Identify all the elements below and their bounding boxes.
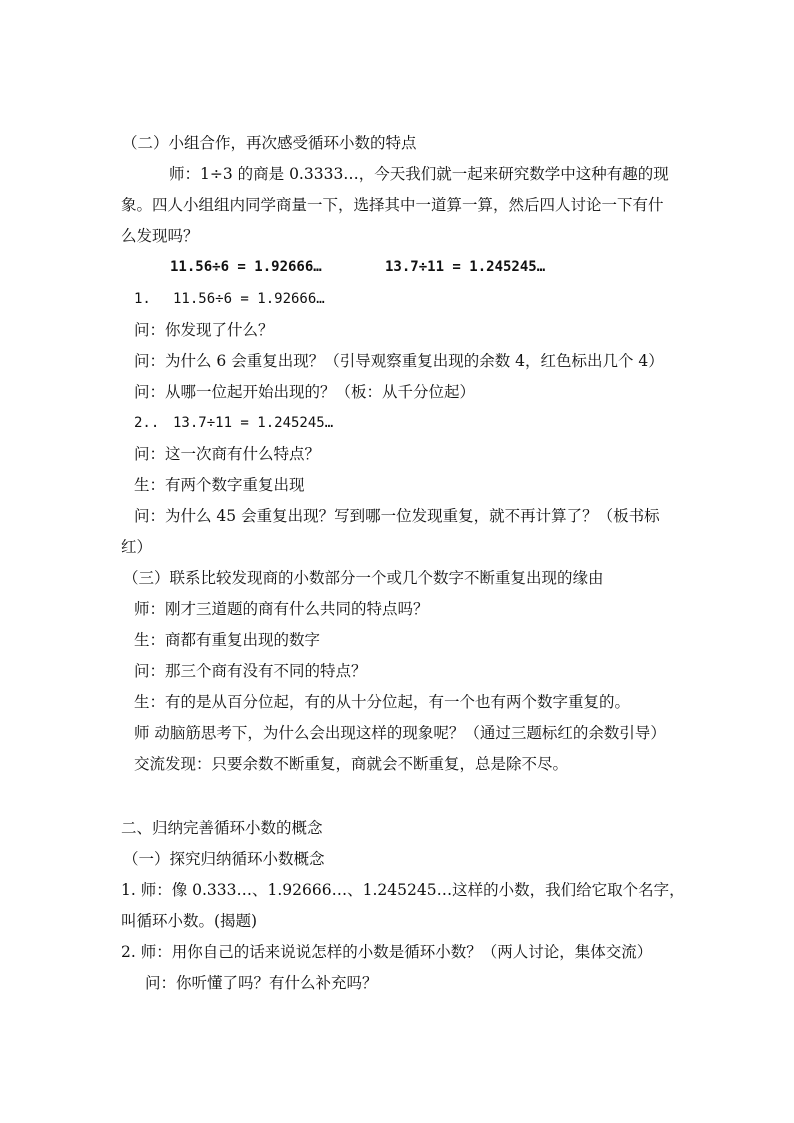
conclusion-line: 交流发现：只要余数不断重复，商就会不断重复，总是除不尽。	[134, 755, 569, 773]
paragraph-line: 么发现吗？	[121, 227, 199, 245]
list-item-formula: 11.56÷6 = 1.92666…	[173, 291, 325, 307]
question-line: 问：从哪一位起开始出现的？（板：从千分位起）	[134, 383, 476, 401]
question-line: 问：你发现了什么？	[134, 321, 274, 339]
list-item-line: 叫循环小数。(揭题)	[121, 912, 258, 930]
question-line: 红）	[121, 538, 153, 556]
question-line: 问：为什么 6 会重复出现？（引导观察重复出现的余数 4，红色标出几个 4）	[134, 352, 664, 370]
list-item-line: 2. 师：用你自己的话来说说怎样的小数是循环小数？（两人讨论，集体交流）	[121, 943, 653, 961]
paragraph-line: 象。四人小组组内同学商量一下，选择其中一道算一算，然后四人讨论一下有什	[121, 196, 664, 214]
question-line: 问：那三个商有没有不同的特点？	[134, 662, 367, 680]
question-line: 问：你听懂了吗？有什么补充吗？	[145, 974, 378, 992]
list-item-number: 2..	[134, 415, 160, 431]
formula-a: 11.56÷6 = 1.92666…	[170, 259, 322, 275]
question-line: 问：为什么 45 会重复出现？写到哪一位发现重复，就不再计算了？（板书标	[134, 507, 660, 525]
part-heading-concept: 二、归纳完善循环小数的概念	[121, 819, 323, 837]
list-item-number: 1.	[134, 291, 151, 307]
section-heading-group-work: （二）小组合作，再次感受循环小数的特点	[122, 134, 417, 152]
answer-line: 生：有两个数字重复出现	[134, 476, 305, 494]
question-line: 问：这一次商有什么特点？	[134, 445, 321, 463]
teacher-line: 师 动脑筋思考下，为什么会出现这样的现象呢？（通过三题标红的余数引导）	[134, 724, 666, 742]
list-item-formula: 13.7÷11 = 1.245245…	[173, 415, 334, 431]
paragraph-line: 师：1÷3 的商是 0.3333…，今天我们就一起来研究数学中这种有趣的现	[169, 165, 669, 183]
formula-b: 13.7÷11 = 1.245245…	[385, 259, 546, 275]
student-line: 生：有的是从百分位起，有的从十分位起，有一个也有两个数字重复的。	[134, 693, 631, 711]
list-item-line: 1. 师：像 0.333…、1.92666…、1.245245…这样的小数，我们给它取个名字，	[121, 881, 685, 899]
student-line: 生：商都有重复出现的数字	[134, 631, 321, 649]
section-heading-compare: （三）联系比较发现商的小数部分一个或几个数字不断重复出现的缘由	[123, 569, 604, 587]
teacher-line: 师：刚才三道题的商有什么共同的特点吗？	[134, 600, 429, 618]
sub-heading-explore: （一）探究归纳循环小数概念	[123, 850, 325, 868]
